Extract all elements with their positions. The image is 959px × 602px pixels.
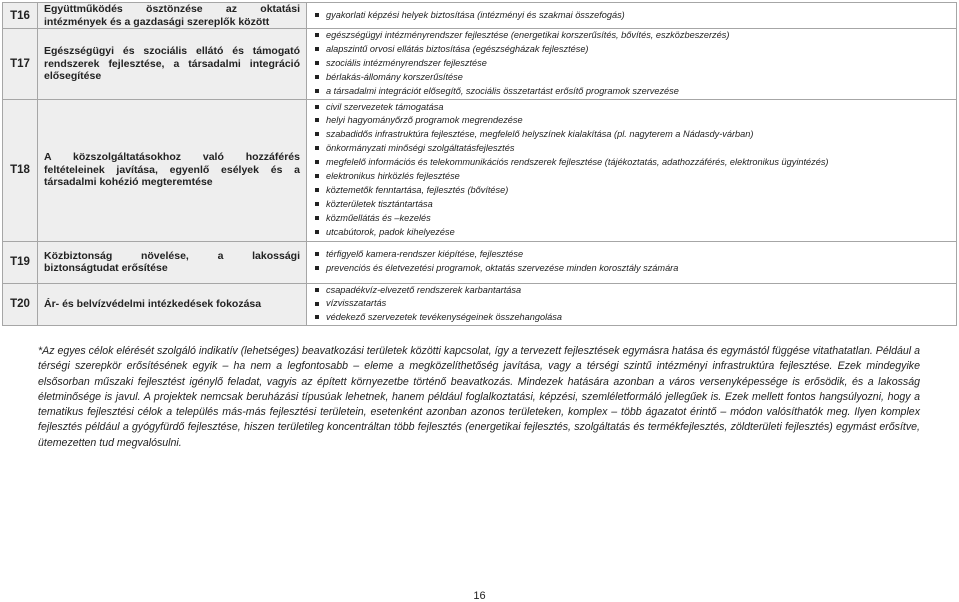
- activity-item: köztemetők fenntartása, fejlesztés (bővítése): [315, 184, 952, 198]
- activity-item: elektronikus hirközlés fejlesztése: [315, 170, 952, 184]
- activity-item: gyakorlati képzési helyek biztosítása (intézményi és szakmai összefogás): [315, 9, 952, 23]
- goal-cell: [38, 241, 307, 283]
- goal-cell: [38, 3, 307, 29]
- activities-cell: [307, 283, 957, 326]
- activity-item: alapszintű orvosi ellátás biztosítása (egészségházak fejlesztése): [315, 43, 952, 57]
- activity-item: védekező szervezetek tevékenységeinek összehangolása: [315, 311, 952, 325]
- activity-item: egészségügyi intézményrendszer fejlesztése (energetikai korszerűsítés, bővítés, eszközbeszerzés): [315, 29, 952, 43]
- table-row: [3, 283, 957, 326]
- activity-item: bérlakás-állomány korszerűsítése: [315, 71, 952, 85]
- activity-item: utcabútorok, padok kihelyezése: [315, 226, 952, 240]
- activity-item: vízvisszatartás: [315, 297, 952, 311]
- activities-cell: [307, 99, 957, 241]
- activity-list: [315, 9, 952, 23]
- activity-item: civil szervezetek támogatása: [315, 101, 952, 115]
- activity-item: csapadékvíz-elvezető rendszerek karbantartása: [315, 284, 952, 298]
- activity-item: a társadalmi integrációt elősegítő, szociális összetartást erősítő programok szervezése: [315, 85, 952, 99]
- activity-item: önkormányzati minőségi szolgáltatásfejlesztés: [315, 142, 952, 156]
- goal-code: T17: [3, 29, 38, 100]
- goal-cell: [38, 283, 307, 326]
- activity-item: prevenciós és életvezetési programok, oktatás szervezése minden korosztály számára: [315, 262, 952, 276]
- goal-code: T20: [3, 283, 38, 326]
- table-row: [3, 241, 957, 283]
- activity-item: közműellátás és –kezelés: [315, 212, 952, 226]
- activity-item: szociális intézményrendszer fejlesztése: [315, 57, 952, 71]
- goal-code: T18: [3, 99, 38, 241]
- goal-title: Egészségügyi és szociális ellátó és támogató rendszerek fejlesztése, a társadalmi integráció elősegítése: [44, 45, 300, 83]
- activity-item: közterületek tisztántartása: [315, 198, 952, 212]
- table-row: [3, 99, 957, 241]
- goal-code: T16: [3, 3, 38, 29]
- goal-title: Együttműködés ösztönzése az oktatási intézmények és a gazdasági szereplők között: [44, 3, 300, 28]
- activity-list: [315, 29, 952, 99]
- table-row: [3, 3, 957, 29]
- activity-item: térfigyelő kamera-rendszer kiépítése, fejlesztése: [315, 248, 952, 262]
- activities-cell: [307, 241, 957, 283]
- activity-item: helyi hagyományőrző programok megrendezése: [315, 114, 952, 128]
- table-row: [3, 29, 957, 100]
- goal-title: Ár- és belvízvédelmi intézkedések fokozása: [44, 298, 262, 311]
- goal-code: T19: [3, 241, 38, 283]
- goal-cell: [38, 29, 307, 100]
- activity-item: szabadidős infrastruktúra fejlesztése, megfelelő helyszínek kialakítása (pl. nagyterem a Nádasdy-várban): [315, 128, 952, 142]
- goal-cell: [38, 99, 307, 241]
- activity-item: megfelelő információs és telekommunikációs rendszerek fejlesztése (tájékoztatás, adathozzáférés, elektronikus ügyintézés): [315, 156, 952, 170]
- activities-cell: [307, 3, 957, 29]
- page-number: 16: [473, 590, 486, 602]
- goals-table: [2, 2, 957, 326]
- activity-list: [315, 284, 952, 326]
- goal-title: Közbiztonság növelése, a lakossági biztonságtudat erősítése: [44, 249, 300, 275]
- activities-cell: [307, 29, 957, 100]
- goal-title: A közszolgáltatásokhoz való hozzáférés feltételeinek javítása, egyenlő esélyek és a társadalmi kohézió megteremtése: [44, 151, 300, 189]
- footnote: *Az egyes célok elérését szolgáló indikatív (lehetséges) beavatkozási területek közötti kapcsolat, így a tervezett fejlesztések egymásra hatása és egymástól függése vitathatatlan. Például a térségi szerepkör erősítésének egyik – ha nem a legfontosabb – eleme a megközelíthetőség javítása, vagy a térségi szintű intézményi infrastruktúra fejlesztése. Ezek mindegyike elsősorban műszaki fejlesztést igénylő feladat, vagyis az épített környezetbe történő beavatkozás. Mindezek hatására azonban a város versenyképessége is erősödik, és a lakosság életminősége is javul. A projektek nemcsak beruházási típusúak lehetnek, hanem például foglalkoztatási, képzési, szemléletformáló jellegűek is. Ezek mellett fontos hangsúlyozni, hogy a tematikus fejlesztési célok a település más-más fejlesztési területein, esetenként azonban azonos területeken, komplex – több ágazatot érintő – módon valósíthatók meg. Ilyen komplex fejlesztés például a gyógyfürdő fejlesztése, hiszen területileg koncentráltan több fejlesztés (energetikai fejlesztés, szolgáltatás és termékfejlesztés, zöldterületi fejlesztés) egymást erősítve, ütemezetten tud megvalósulni.: [38, 345, 920, 449]
- activity-list: [315, 248, 952, 276]
- activity-list: [315, 101, 952, 240]
